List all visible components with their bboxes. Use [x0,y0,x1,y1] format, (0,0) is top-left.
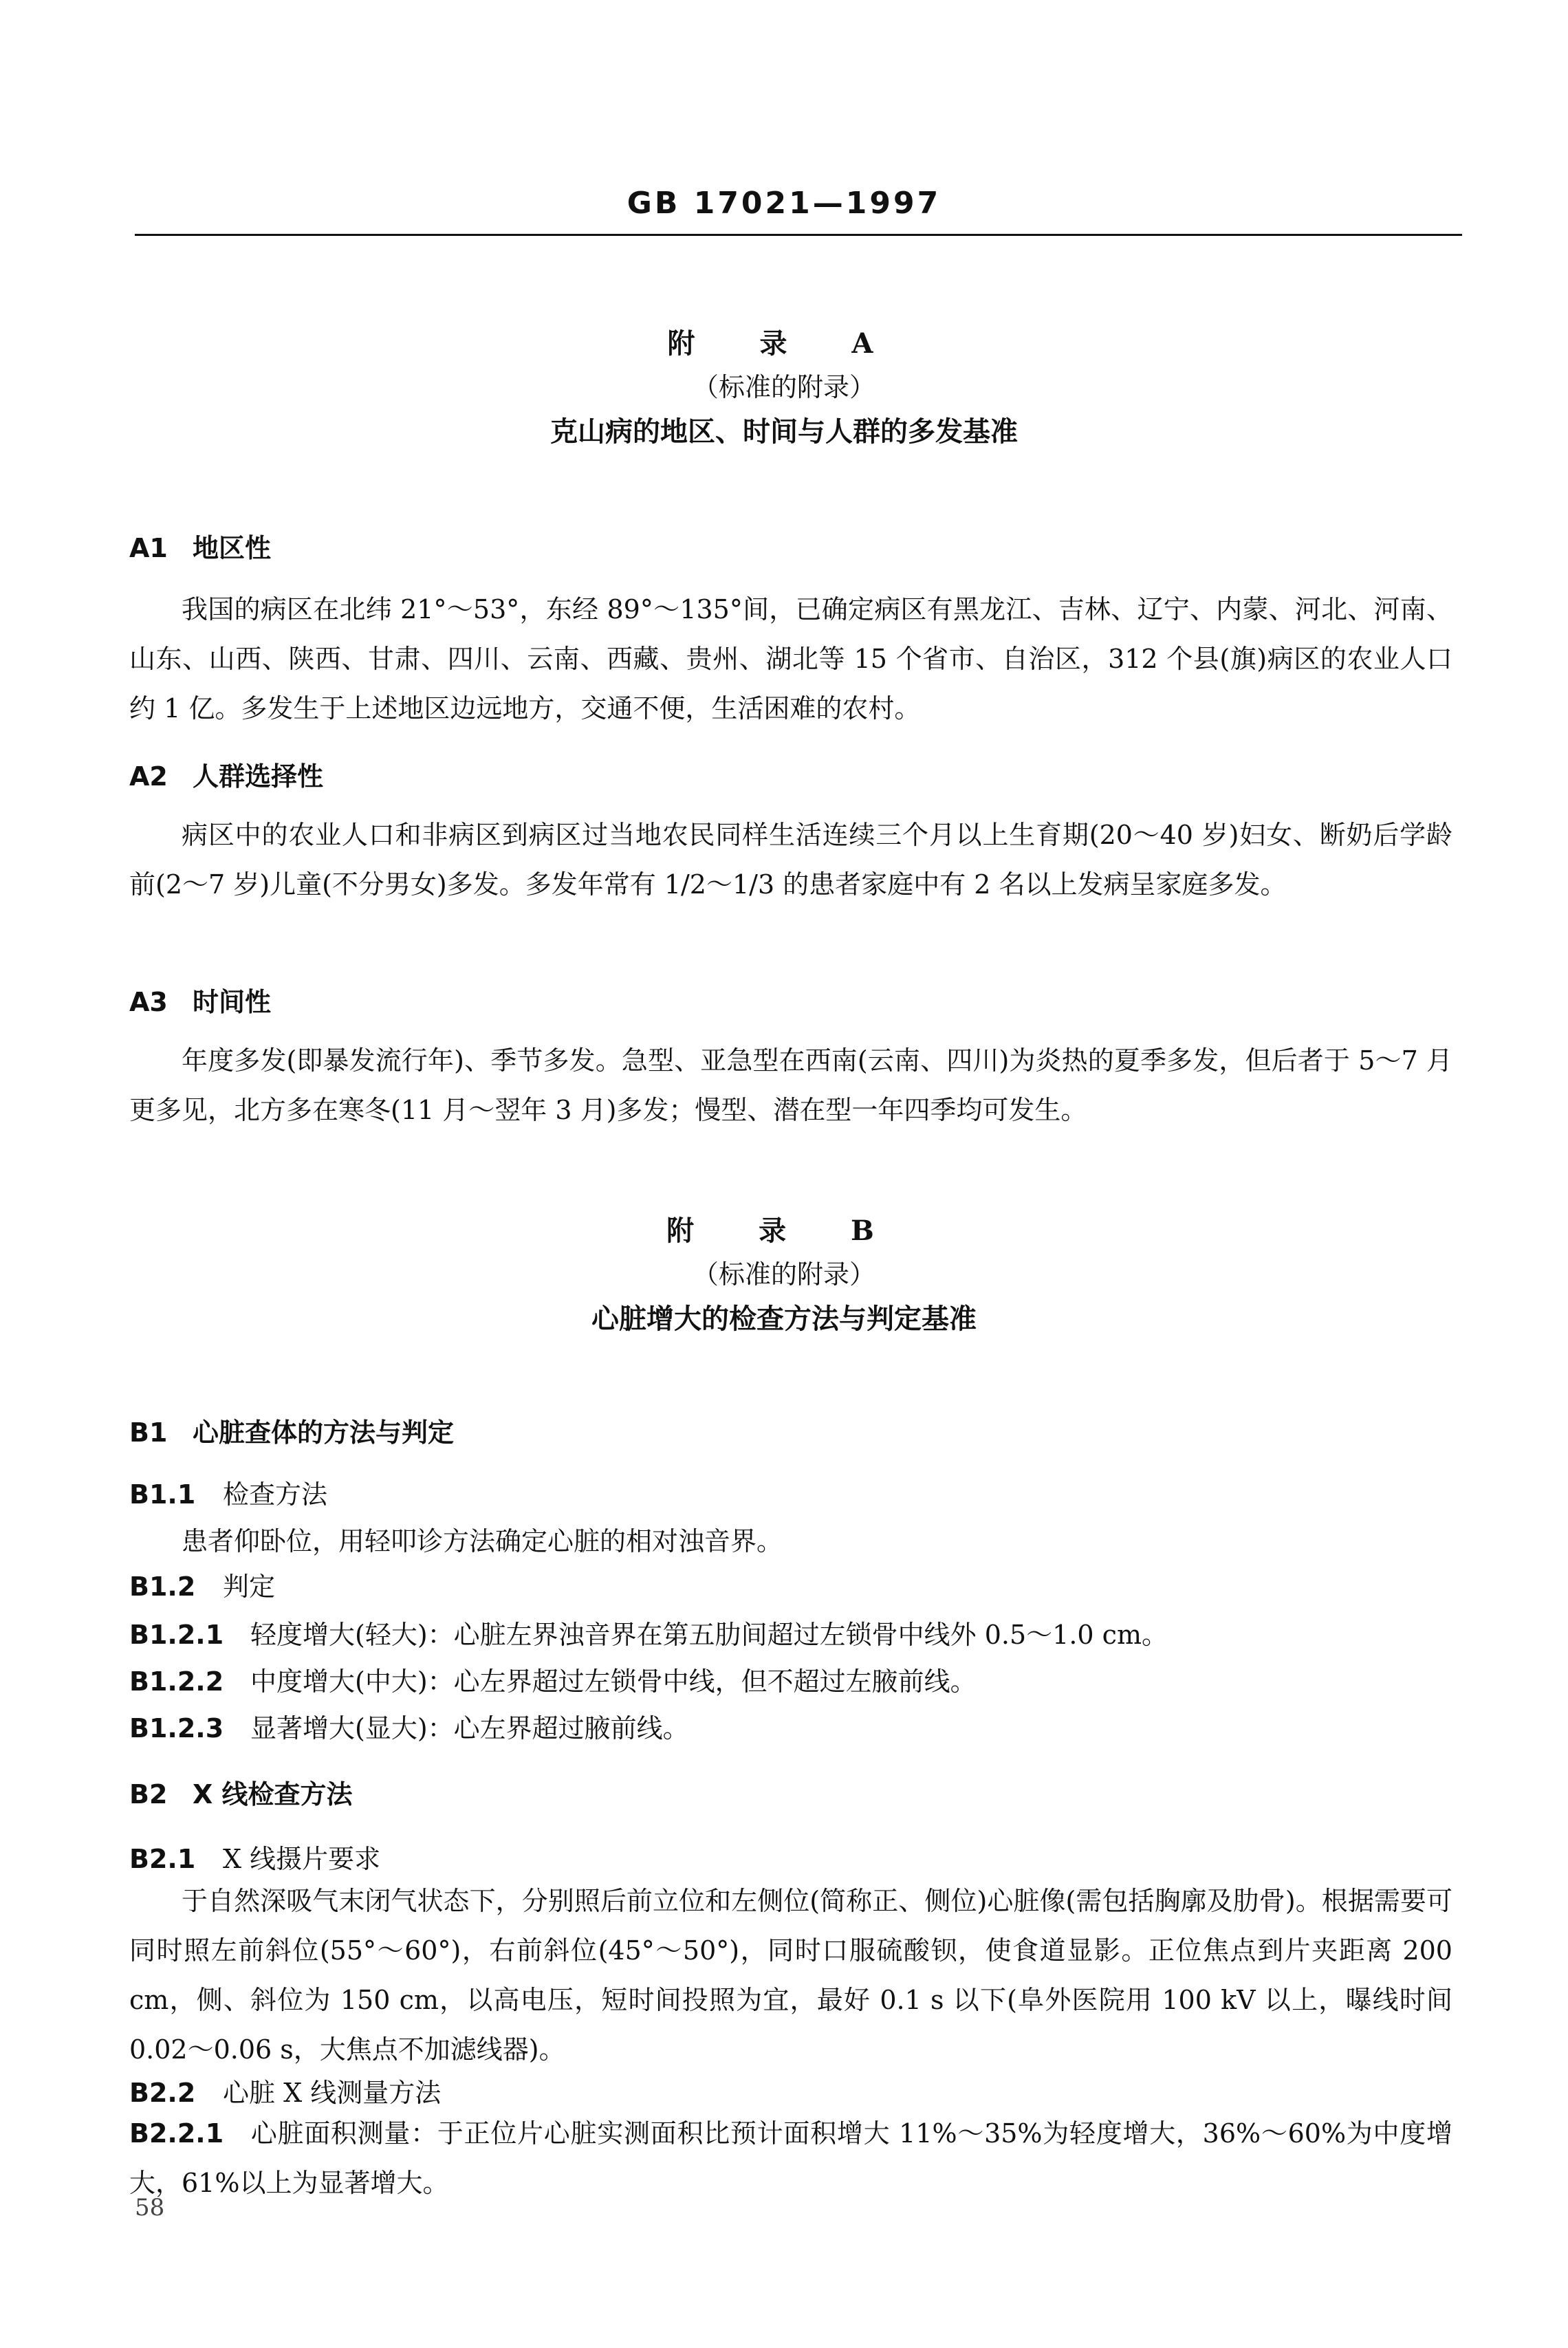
section-number: B2 [129,1779,168,1809]
clause-b1-1 [129,1473,1452,1511]
clause-b1-2-2 [129,1660,1452,1698]
clause-number: B1.2.3 [129,1713,224,1743]
clause-number: B1.1 [129,1479,196,1510]
appendix-a-subtitle: （标准的附录） [692,372,875,402]
section-a3-heading [129,981,271,1019]
clause-b1-2-1 [129,1613,1452,1651]
clause-number: B2.1 [129,1844,196,1874]
appendix-a-name: 克山病的地区、时间与人群的多发基准 [550,416,1018,448]
clause-text: 中度增大(中大)：心左界超过左锁骨中线，但不超过左腋前线。 [250,1666,977,1697]
section-number: B1 [129,1417,168,1448]
appendix-b-name: 心脏增大的检查方法与判定基准 [591,1303,977,1335]
clause-b1-2 [129,1565,1452,1603]
clause-number: B1.2.2 [129,1666,224,1697]
section-title: 人群选择性 [193,761,324,792]
clause-b2-2 [129,2072,1452,2109]
clause-b1-2-3 [129,1707,1452,1745]
clause-text: 显著增大(显大)：心左界超过腋前线。 [250,1713,689,1743]
section-title: 时间性 [193,987,272,1017]
section-number: A2 [129,761,168,792]
section-number: A1 [129,533,168,563]
section-a3-text: 年度多发(即暴发流行年)、季节多发。急型、亚急型在西南(云南、四川)为炎热的夏季多发，但后者于 5～7 月更多见，北方多在寒冬(11 月～翌年 3 月)多发；慢型、潜在型一年四季均可发生。 [129,1045,1452,1125]
page-number: 58 [135,2194,165,2221]
clause-text: 轻度增大(轻大)：心脏左界浊音界在第五肋间超过左锁骨中线外 0.5～1.0 cm。 [250,1620,1168,1650]
header-rule [135,234,1462,236]
clause-b2-1-text: 于自然深吸气末闭气状态下，分别照后前立位和左侧位(简称正、侧位)心脏像(需包括胸廓及肋骨)。根据需要可同时照左前斜位(55°～60°)，右前斜位(45°～50°)，同时口服硫酸钡，使食道显影。正位焦点到片夹距离 200 cm，侧、斜位为 150 cm，以高电压，短时间投照为宜，最好 0.1 s 以下(阜外医院用 100 kV 以上，曝线时间 0.02～0.06 s，大焦点不加滤线器)。 [129,1886,1452,2065]
section-number: A3 [129,987,168,1017]
clause-text: 心脏面积测量：于正位片心脏实测面积比预计面积增大 11%～35%为轻度增大，36%～60%为中度增大，61%以上为显著增大。 [129,2118,1452,2198]
clause-label: 心脏 X 线测量方法 [223,2078,442,2108]
clause-number: B1.2.1 [129,1620,224,1650]
section-title: 心脏查体的方法与判定 [193,1417,455,1448]
appendix-a-title: 附 录 A [667,327,901,360]
section-b2-heading [129,1773,353,1811]
clause-label: X 线摄片要求 [223,1844,381,1874]
appendix-b-subtitle: （标准的附录） [692,1259,875,1290]
clause-b2-2-1 [129,2109,1452,2208]
clause-b1-1-text: 患者仰卧位，用轻叩诊方法确定心脏的相对浊音界。 [182,1526,783,1556]
clause-number: B1.2 [129,1572,196,1602]
clause-label: 判定 [223,1572,276,1602]
clause-number: B2.2.1 [129,2118,224,2149]
section-a2-heading [129,755,323,793]
section-a1-text: 我国的病区在北纬 21°～53°，东经 89°～135°间，已确定病区有黑龙江、吉林、辽宁、内蒙、河北、河南、山东、山西、陕西、甘肃、四川、云南、西藏、贵州、湖北等 15 个省市、自治区，312 个县(旗)病区的农业人口约 1 亿。多发生于上述地区边远地方，交通不便，生活困难的农村。 [129,594,1452,724]
section-b1-heading [129,1411,454,1449]
section-a2-text: 病区中的农业人口和非病区到病区过当地农民同样生活连续三个月以上生育期(20～40 岁)妇女、断奶后学龄前(2～7 岁)儿童(不分男女)多发。多发年常有 1/2～1/3 的患者家庭中有 2 名以上发病呈家庭多发。 [129,820,1452,900]
clause-b2-1 [129,1838,1452,1876]
section-title: X 线检查方法 [193,1779,353,1809]
appendix-b-title: 附 录 B [666,1215,902,1247]
clause-number: B2.2 [129,2078,196,2108]
clause-label: 检查方法 [223,1479,328,1510]
standard-code: GB 17021—1997 [627,186,941,221]
section-title: 地区性 [193,533,272,563]
section-a1-heading [129,527,271,565]
